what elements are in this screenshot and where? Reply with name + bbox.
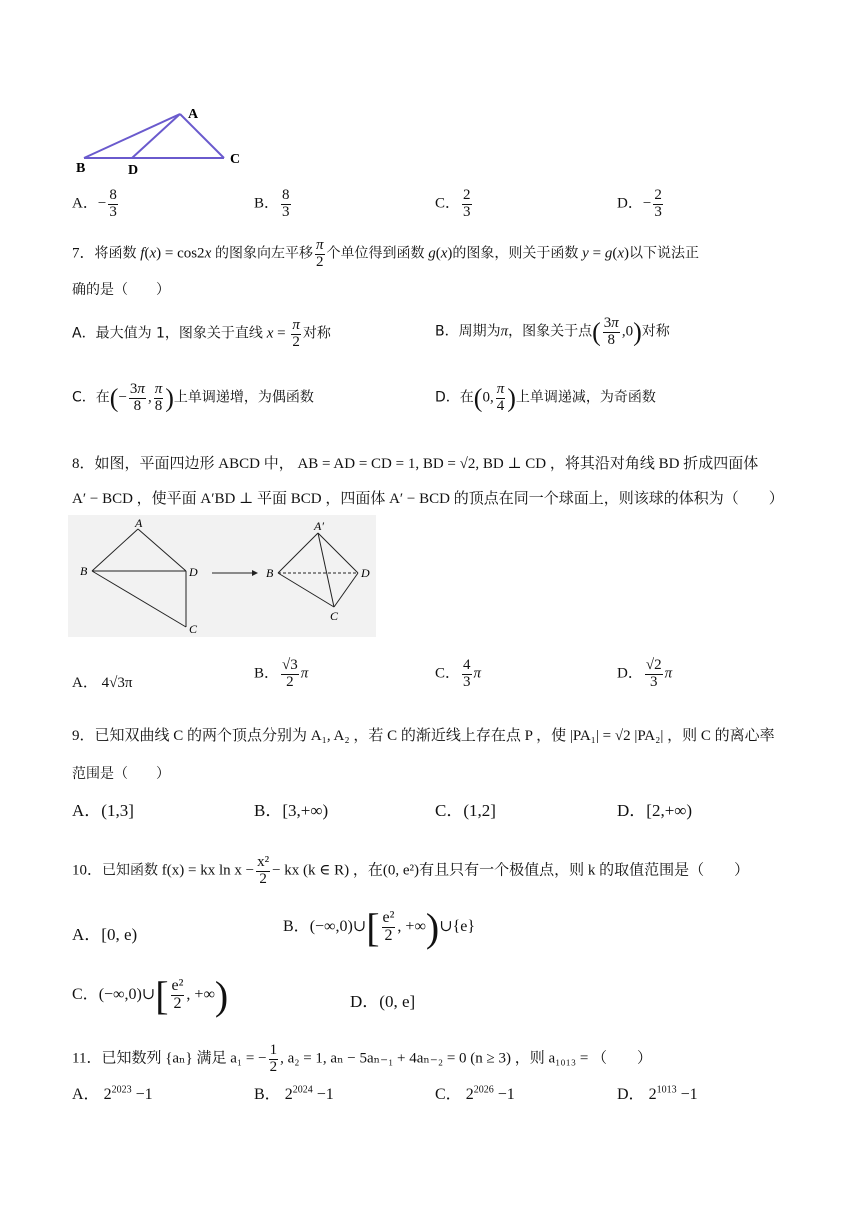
q9-option-c[interactable]: C．(1,2] xyxy=(435,801,496,820)
q6-option-c[interactable]: C． $\frac{2}{3}$ xyxy=(435,187,471,220)
triangle-figure xyxy=(72,100,262,180)
label-b: B xyxy=(76,161,86,176)
q7-option-a[interactable]: A．最大值为 1，图象关于直线 x = $\frac{\pi}{2}$ 对称 xyxy=(72,317,331,350)
q8-stem-line2: A′ − BCD ，使平面 A′BD ⊥ 平面 BCD ，四面体 A′ − BCD 的顶点在同一个球面上，则该球的体积为（ ） xyxy=(72,491,784,507)
label-c: C xyxy=(230,152,241,167)
q10-option-b[interactable]: B．(−∞,0)∪[ $\frac{\text{e²}}{2}$ , +∞)∪{e} xyxy=(283,905,476,950)
q11-option-c[interactable]: C． $2^{2026} -1$ xyxy=(435,1084,515,1103)
q7-option-b[interactable]: B．周期为π，图象关于点( $\frac{3\pi}{8}$ ,0)对称 xyxy=(435,315,670,348)
q8-option-c[interactable]: C． $\frac{4}{3}$ π xyxy=(435,657,482,690)
q6-option-a[interactable]: A．− $\frac{8}{3}$ xyxy=(72,187,117,220)
q8-option-d[interactable]: D． $\frac{√2}{3}$ π xyxy=(617,657,673,690)
q11-stem: 11．已知数列 {aₙ} 满足 a₁ = − $\frac{1}{2}$ , a₂ = 1, aₙ − 5aₙ₋₁ + 4aₙ₋₂ = 0 (n ≥ 3) ，则 a₁₀₁₃ = （ ） xyxy=(72,1042,653,1075)
q8-option-a[interactable]: A． 4√3π xyxy=(72,675,133,691)
q9-option-d[interactable]: D．[2,+∞) xyxy=(617,801,693,820)
q7-stem-line1: 7．将函数 f(x) = cos2x 的图象向左平移 $\frac{\pi}{2}$ 个单位得到函数 g(x)的图象，则关于函数 y = g(x)以下说法正 xyxy=(72,237,699,270)
q11-option-b[interactable]: B． $2^{2024} -1$ xyxy=(254,1084,334,1103)
q10-option-a[interactable]: A．[0, e) xyxy=(72,925,138,944)
q10-stem: 10．已知函数 f(x) = kx ln x − $\frac{\text{x²}}{2}$ − kx (k ∈ R) ，在(0, e²)有且只有一个极值点，则 k 的取值范围是（ ） xyxy=(72,854,750,887)
svg-text:C: C xyxy=(330,609,339,623)
svg-text:A: A xyxy=(135,516,143,530)
q11-option-a[interactable]: A． $2^{2023} -1$ xyxy=(72,1084,153,1103)
q6-option-b[interactable]: B． $\frac{8}{3}$ xyxy=(254,187,290,220)
svg-text:A′: A′ xyxy=(314,519,324,533)
q9-option-a[interactable]: A．(1,3] xyxy=(72,801,134,820)
q8-option-b[interactable]: B． $\frac{√3}{2}$ π xyxy=(254,657,309,690)
q7-option-c[interactable]: C．在(− $\frac{3\pi}{8}$ , $\frac{\pi}{8}$ )上单调递增，为偶函数 xyxy=(72,381,314,414)
svg-text:C: C xyxy=(189,622,198,636)
q7-stem-line2: 确的是（ ） xyxy=(72,282,170,298)
q6-option-d[interactable]: D．− $\frac{2}{3}$ xyxy=(617,187,662,220)
q11-option-d[interactable]: D． $2^{1013} -1$ xyxy=(617,1084,698,1103)
q9-stem-line2: 范围是（ ） xyxy=(72,766,170,782)
svg-text:D: D xyxy=(361,566,370,580)
q7-option-d[interactable]: D．在(0, $\frac{\pi}{4}$ )上单调递减，为奇函数 xyxy=(435,381,656,414)
label-a: A xyxy=(188,107,199,122)
svg-text:B: B xyxy=(266,566,274,580)
q10-option-c[interactable]: C．(−∞,0)∪[ $\frac{\text{e²}}{2}$ , +∞) xyxy=(72,973,229,1018)
svg-text:D: D xyxy=(189,565,198,579)
q10-option-d[interactable]: D．(0, e] xyxy=(350,992,416,1011)
svg-text:B: B xyxy=(80,564,88,578)
q9-stem-line1: 9．已知双曲线 C 的两个顶点分别为 A₁, A₂ ，若 C 的渐近线上存在点 P ，使 |PA₁| = √2 |PA₂| ，则 C 的离心率 xyxy=(72,728,775,744)
label-d: D xyxy=(128,163,139,178)
q8-fold-figure xyxy=(68,515,376,637)
q8-stem-line1: 8．如图，平面四边形 ABCD 中， AB = AD = CD = 1, BD = √2, BD ⊥ CD ，将其沿对角线 BD 折成四面体 xyxy=(72,456,759,472)
q9-option-b[interactable]: B．[3,+∞) xyxy=(254,801,329,820)
